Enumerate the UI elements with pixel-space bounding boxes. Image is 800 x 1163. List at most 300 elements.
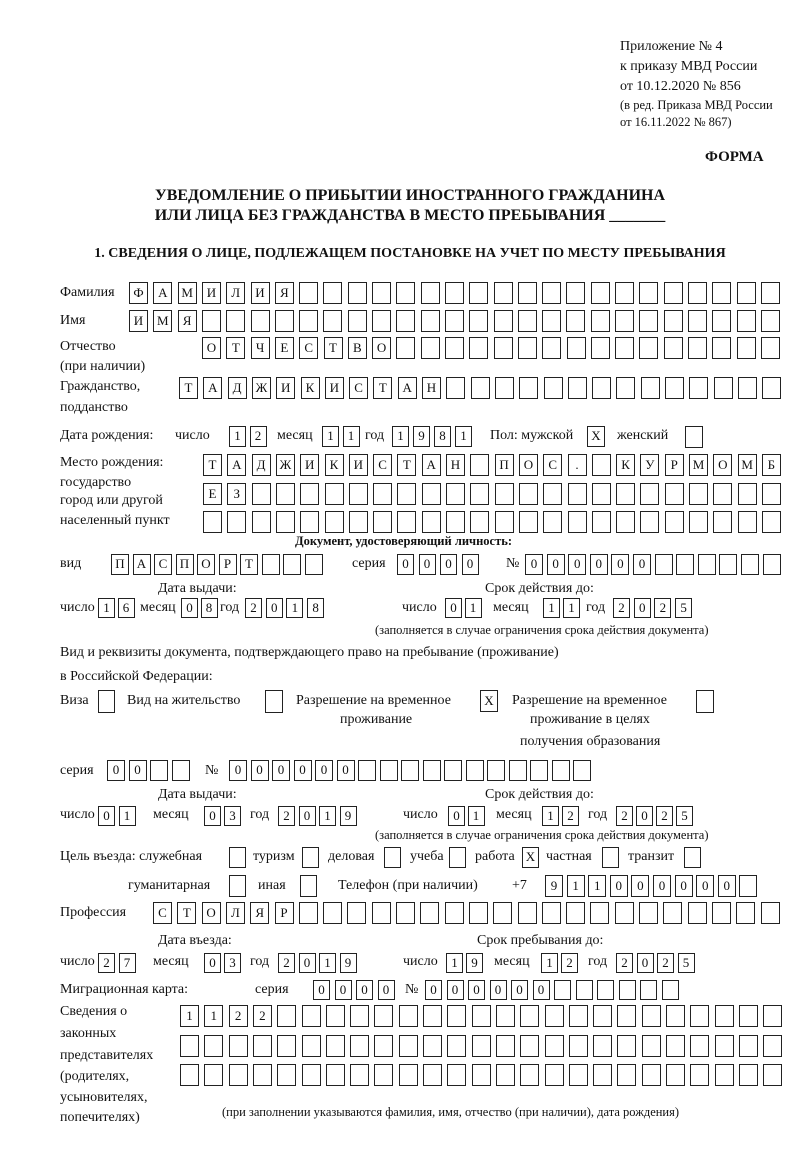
char-cell: 1: [343, 426, 360, 447]
char-cell: [738, 511, 757, 533]
char-cell: [639, 310, 658, 332]
char-cell: Б: [762, 454, 781, 476]
char-cell: 2: [278, 806, 295, 826]
char-cell: 2: [561, 953, 578, 973]
label-city: город или другой: [60, 493, 163, 508]
char-cell: [323, 310, 342, 332]
char-cell: [761, 282, 780, 304]
label-humanitarian: гуманитарная: [128, 878, 211, 893]
char-cell: [495, 483, 514, 505]
char-cell: [397, 483, 416, 505]
char-cell: О: [713, 454, 732, 476]
char-cell: [300, 511, 319, 533]
char-cell: [423, 1035, 442, 1057]
char-cell: [444, 760, 462, 781]
char-cell: [543, 483, 562, 505]
char-cell: К: [301, 377, 320, 399]
char-cell: [761, 310, 780, 332]
char-cell: [423, 1064, 442, 1086]
char-cell: [299, 310, 318, 332]
char-cell: 5: [675, 598, 692, 618]
label-year: год: [588, 807, 608, 822]
char-cell: [302, 1035, 321, 1057]
char-cell: [545, 1064, 564, 1086]
checkbox: [384, 847, 401, 868]
char-cell: [639, 282, 658, 304]
char-cell: Т: [240, 554, 258, 575]
char-cell: [470, 483, 489, 505]
label-reps-3: (родителях,: [60, 1069, 130, 1084]
checkbox: X: [587, 426, 605, 447]
char-cell: 1: [588, 875, 606, 897]
char-cell: 0: [294, 760, 312, 781]
char-cell: .: [568, 454, 587, 476]
char-cell: [374, 1064, 393, 1086]
char-cell: Д: [228, 377, 247, 399]
label-reps-5: попечителях): [60, 1110, 140, 1125]
char-cell: [666, 1035, 685, 1057]
char-cell: [494, 337, 513, 359]
label-month: месяц: [140, 600, 176, 615]
char-cell: 0: [447, 980, 464, 1000]
label-reps-0: Сведения о: [60, 1004, 128, 1019]
char-cell: [469, 902, 488, 924]
char-cell: [689, 511, 708, 533]
char-cell: [466, 760, 484, 781]
char-cell: 0: [315, 760, 333, 781]
label-valid-until: Срок действия до:: [485, 581, 594, 596]
label-series: серия: [60, 763, 94, 778]
char-cell: [714, 377, 733, 399]
char-cell: [664, 337, 683, 359]
char-cell: И: [276, 377, 295, 399]
char-cell: [277, 1005, 296, 1027]
label-day: число: [60, 807, 95, 822]
char-cell: [591, 337, 610, 359]
char-cell: [172, 760, 190, 781]
char-cell: 1: [542, 806, 559, 826]
char-cell: [712, 337, 731, 359]
label-number: №: [506, 556, 520, 571]
label-visa: Виза: [60, 693, 89, 708]
char-cell: Р: [275, 902, 294, 924]
char-cell: [690, 1064, 709, 1086]
char-cell: 5: [676, 806, 693, 826]
char-cell: [519, 483, 538, 505]
char-cell: 0: [313, 980, 330, 1000]
char-cell: [544, 377, 563, 399]
char-cell: А: [398, 377, 417, 399]
char-cell: 2: [253, 1005, 272, 1027]
char-cell: [325, 511, 344, 533]
char-cell: [566, 902, 585, 924]
label-business: деловая: [328, 849, 375, 864]
char-cell: 0: [335, 980, 352, 1000]
char-cell: Я: [250, 902, 269, 924]
char-cell: 0: [378, 980, 395, 1000]
char-cell: [350, 1064, 369, 1086]
char-cell: И: [325, 377, 344, 399]
label-year: год: [365, 428, 385, 443]
char-cell: [349, 483, 368, 505]
char-cell: 0: [251, 760, 269, 781]
char-cell: 0: [468, 980, 485, 1000]
char-cell: [655, 554, 673, 575]
label-work: работа: [475, 849, 515, 864]
char-cell: [690, 1005, 709, 1027]
label-day: число: [403, 954, 438, 969]
char-cell: К: [325, 454, 344, 476]
char-cell: Ч: [251, 337, 270, 359]
char-cell: М: [738, 454, 757, 476]
title-line-1: УВЕДОМЛЕНИЕ О ПРИБЫТИИ ИНОСТРАННОГО ГРАЖДАНИНА: [154, 187, 666, 204]
char-cell: [399, 1064, 418, 1086]
label-edu-permit3: получения образования: [520, 734, 661, 749]
label-issue-date: Дата выдачи:: [158, 787, 237, 802]
char-cell: [299, 282, 318, 304]
char-cell: 0: [611, 554, 629, 575]
char-cell: 1: [98, 598, 115, 618]
char-cell: 0: [511, 980, 528, 1000]
char-cell: [712, 282, 731, 304]
char-cell: 2: [616, 806, 633, 826]
char-cell: [617, 1005, 636, 1027]
char-cell: 1: [204, 1005, 223, 1027]
char-cell: [350, 1035, 369, 1057]
label-number: №: [405, 982, 419, 997]
char-cell: 1: [229, 426, 246, 447]
char-cell: 0: [610, 875, 628, 897]
char-cell: П: [495, 454, 514, 476]
label-if-any: (при наличии): [60, 359, 146, 374]
char-cell: 2: [245, 598, 262, 618]
label-month: месяц: [493, 600, 529, 615]
char-cell: [252, 483, 271, 505]
char-cell: 9: [545, 875, 563, 897]
char-cell: [150, 760, 168, 781]
checkbox: [696, 690, 714, 713]
label-reps-2: представителях: [60, 1048, 154, 1063]
char-cell: А: [227, 454, 246, 476]
char-cell: [737, 282, 756, 304]
char-cell: [445, 902, 464, 924]
char-cell: [299, 902, 318, 924]
char-cell: [665, 511, 684, 533]
char-cell: [496, 1064, 515, 1086]
char-cell: 0: [634, 598, 651, 618]
label-citizenship: Гражданство,: [60, 379, 141, 394]
char-cell: 0: [631, 875, 649, 897]
char-cell: С: [349, 377, 368, 399]
char-cell: 0: [181, 598, 198, 618]
char-cell: Ж: [276, 454, 295, 476]
char-cell: 0: [266, 598, 283, 618]
char-cell: [518, 282, 537, 304]
char-cell: [423, 1005, 442, 1027]
char-cell: О: [372, 337, 391, 359]
label-nationality: подданство: [60, 400, 128, 415]
label-month: месяц: [153, 954, 189, 969]
char-cell: [472, 1005, 491, 1027]
char-cell: [446, 377, 465, 399]
label-state: государство: [60, 475, 132, 490]
char-cell: [715, 1005, 734, 1027]
char-cell: Н: [446, 454, 465, 476]
char-cell: 7: [119, 953, 136, 973]
char-cell: [736, 902, 755, 924]
char-cell: 1: [319, 953, 336, 973]
char-cell: О: [202, 902, 221, 924]
char-cell: [640, 511, 659, 533]
char-cell: [305, 554, 323, 575]
char-cell: [568, 483, 587, 505]
char-cell: [738, 377, 757, 399]
char-cell: 0: [419, 554, 436, 575]
label-year: год: [220, 600, 240, 615]
char-cell: [469, 282, 488, 304]
char-cell: Т: [203, 454, 222, 476]
char-cell: [542, 310, 561, 332]
label-right-doc1: Вид и реквизиты документа, подтверждающего право на пребывание (проживание): [60, 645, 559, 660]
label-phone-prefix: +7: [512, 878, 527, 893]
char-cell: [496, 1005, 515, 1027]
label-id-doc: Документ, удостоверяющий личность:: [295, 534, 512, 548]
char-cell: [253, 1035, 272, 1057]
char-cell: 1: [392, 426, 409, 447]
label-sex-female: женский: [617, 428, 669, 443]
label-birthplace: Место рождения:: [60, 455, 164, 470]
char-cell: [715, 1035, 734, 1057]
char-cell: [715, 1064, 734, 1086]
char-cell: Ж: [252, 377, 271, 399]
char-cell: [593, 1035, 612, 1057]
char-cell: 0: [229, 760, 247, 781]
char-cell: [569, 1064, 588, 1086]
char-cell: 9: [413, 426, 430, 447]
char-cell: 1: [455, 426, 472, 447]
char-cell: [397, 511, 416, 533]
char-cell: [422, 483, 441, 505]
label-month: месяц: [153, 807, 189, 822]
char-cell: [542, 282, 561, 304]
char-cell: [323, 902, 342, 924]
char-cell: [763, 554, 781, 575]
char-cell: [496, 1035, 515, 1057]
checkbox: [449, 847, 466, 868]
label-year: год: [586, 600, 606, 615]
char-cell: [277, 1035, 296, 1057]
char-cell: 0: [696, 875, 714, 897]
char-cell: 1: [541, 953, 558, 973]
char-cell: [325, 483, 344, 505]
char-cell: 0: [98, 806, 115, 826]
char-cell: [597, 980, 614, 1000]
char-cell: [592, 454, 611, 476]
char-cell: [592, 511, 611, 533]
char-cell: [639, 337, 658, 359]
char-cell: 0: [637, 953, 654, 973]
char-cell: [662, 980, 679, 1000]
char-cell: Н: [422, 377, 441, 399]
char-cell: [545, 1005, 564, 1027]
label-dob: Дата рождения:: [60, 428, 154, 443]
char-cell: [592, 377, 611, 399]
char-cell: [372, 282, 391, 304]
char-cell: [763, 1005, 782, 1027]
checkbox: X: [522, 847, 539, 868]
label-patronymic: Отчество: [60, 339, 116, 354]
char-cell: [569, 1005, 588, 1027]
char-cell: [494, 282, 513, 304]
label-year: год: [250, 954, 270, 969]
char-cell: А: [203, 377, 222, 399]
char-cell: 0: [337, 760, 355, 781]
char-cell: [348, 282, 367, 304]
char-cell: [713, 511, 732, 533]
checkbox: [98, 690, 115, 713]
char-cell: 0: [445, 598, 462, 618]
char-cell: [712, 902, 731, 924]
char-cell: [471, 377, 490, 399]
char-cell: Я: [178, 310, 197, 332]
char-cell: [542, 902, 561, 924]
char-cell: Т: [177, 902, 196, 924]
label-series: серия: [352, 556, 386, 571]
char-cell: [615, 337, 634, 359]
char-cell: 0: [525, 554, 543, 575]
title-line-2: ИЛИ ЛИЦА БЕЗ ГРАЖДАНСТВА В МЕСТО ПРЕБЫВАНИЯ _______: [154, 207, 666, 224]
char-cell: 8: [307, 598, 324, 618]
char-cell: [739, 1005, 758, 1027]
char-cell: А: [422, 454, 441, 476]
char-cell: [326, 1035, 345, 1057]
char-cell: 0: [675, 875, 693, 897]
char-cell: [576, 980, 593, 1000]
char-cell: [323, 282, 342, 304]
label-profession: Профессия: [60, 905, 127, 920]
char-cell: 2: [654, 598, 671, 618]
char-cell: [358, 760, 376, 781]
revision-line-2: от 16.11.2022 № 867): [620, 115, 732, 129]
char-cell: [421, 310, 440, 332]
char-cell: С: [299, 337, 318, 359]
label-tourism: туризм: [253, 849, 295, 864]
char-cell: 1: [465, 598, 482, 618]
char-cell: 6: [118, 598, 135, 618]
char-cell: 8: [434, 426, 451, 447]
char-cell: [509, 760, 527, 781]
char-cell: [202, 310, 221, 332]
label-temp-permit2: проживание: [340, 712, 413, 727]
char-cell: [642, 1035, 661, 1057]
char-cell: В: [348, 337, 367, 359]
char-cell: 1: [319, 806, 336, 826]
char-cell: [396, 902, 415, 924]
char-cell: [567, 337, 586, 359]
char-cell: [762, 377, 781, 399]
char-cell: 0: [462, 554, 479, 575]
label-year: год: [588, 954, 608, 969]
char-cell: Я: [275, 282, 294, 304]
char-cell: 9: [340, 953, 357, 973]
char-cell: [518, 310, 537, 332]
char-cell: И: [300, 454, 319, 476]
checkbox: [302, 847, 319, 868]
char-cell: 0: [633, 554, 651, 575]
char-cell: Т: [373, 377, 392, 399]
char-cell: [347, 902, 366, 924]
char-cell: Т: [179, 377, 198, 399]
char-cell: [543, 511, 562, 533]
char-cell: [688, 310, 707, 332]
char-cell: И: [129, 310, 148, 332]
char-cell: Л: [226, 902, 245, 924]
checkbox: [602, 847, 619, 868]
char-cell: [591, 282, 610, 304]
char-cell: 2: [562, 806, 579, 826]
char-cell: [573, 760, 591, 781]
char-cell: 2: [229, 1005, 248, 1027]
label-note-validity: (заполняется в случае ограничения срока действия документа): [375, 828, 709, 842]
char-cell: [469, 310, 488, 332]
char-cell: 0: [590, 554, 608, 575]
char-cell: [617, 1035, 636, 1057]
checkbox: [229, 875, 246, 897]
char-cell: [688, 282, 707, 304]
char-cell: [373, 511, 392, 533]
label-study: учеба: [410, 849, 444, 864]
char-cell: [372, 310, 391, 332]
annex-label: Приложение № 4: [620, 39, 723, 54]
char-cell: 2: [98, 953, 115, 973]
char-cell: 2: [657, 953, 674, 973]
char-cell: 0: [653, 875, 671, 897]
char-cell: 2: [278, 953, 295, 973]
char-cell: [663, 902, 682, 924]
char-cell: О: [519, 454, 538, 476]
char-cell: К: [616, 454, 635, 476]
char-cell: [519, 377, 538, 399]
char-cell: П: [111, 554, 129, 575]
char-cell: [689, 377, 708, 399]
char-cell: [495, 377, 514, 399]
order-label: к приказу МВД России: [620, 59, 758, 74]
label-month: месяц: [494, 954, 530, 969]
char-cell: [423, 760, 441, 781]
char-cell: [472, 1064, 491, 1086]
char-cell: 0: [356, 980, 373, 1000]
char-cell: 1: [567, 875, 585, 897]
char-cell: [520, 1035, 539, 1057]
char-cell: [252, 511, 271, 533]
char-cell: [399, 1035, 418, 1057]
label-month: месяц: [496, 807, 532, 822]
char-cell: 0: [272, 760, 290, 781]
char-cell: [688, 337, 707, 359]
label-valid-until: Срок действия до:: [485, 787, 594, 802]
revision-line-1: (в ред. Приказа МВД России: [620, 98, 773, 112]
char-cell: [664, 310, 683, 332]
char-cell: Д: [252, 454, 271, 476]
char-cell: [495, 511, 514, 533]
char-cell: [494, 310, 513, 332]
char-cell: [530, 760, 548, 781]
char-cell: 0: [718, 875, 736, 897]
char-cell: Т: [226, 337, 245, 359]
char-cell: 3: [224, 953, 241, 973]
char-cell: [665, 377, 684, 399]
label-day: число: [60, 954, 95, 969]
